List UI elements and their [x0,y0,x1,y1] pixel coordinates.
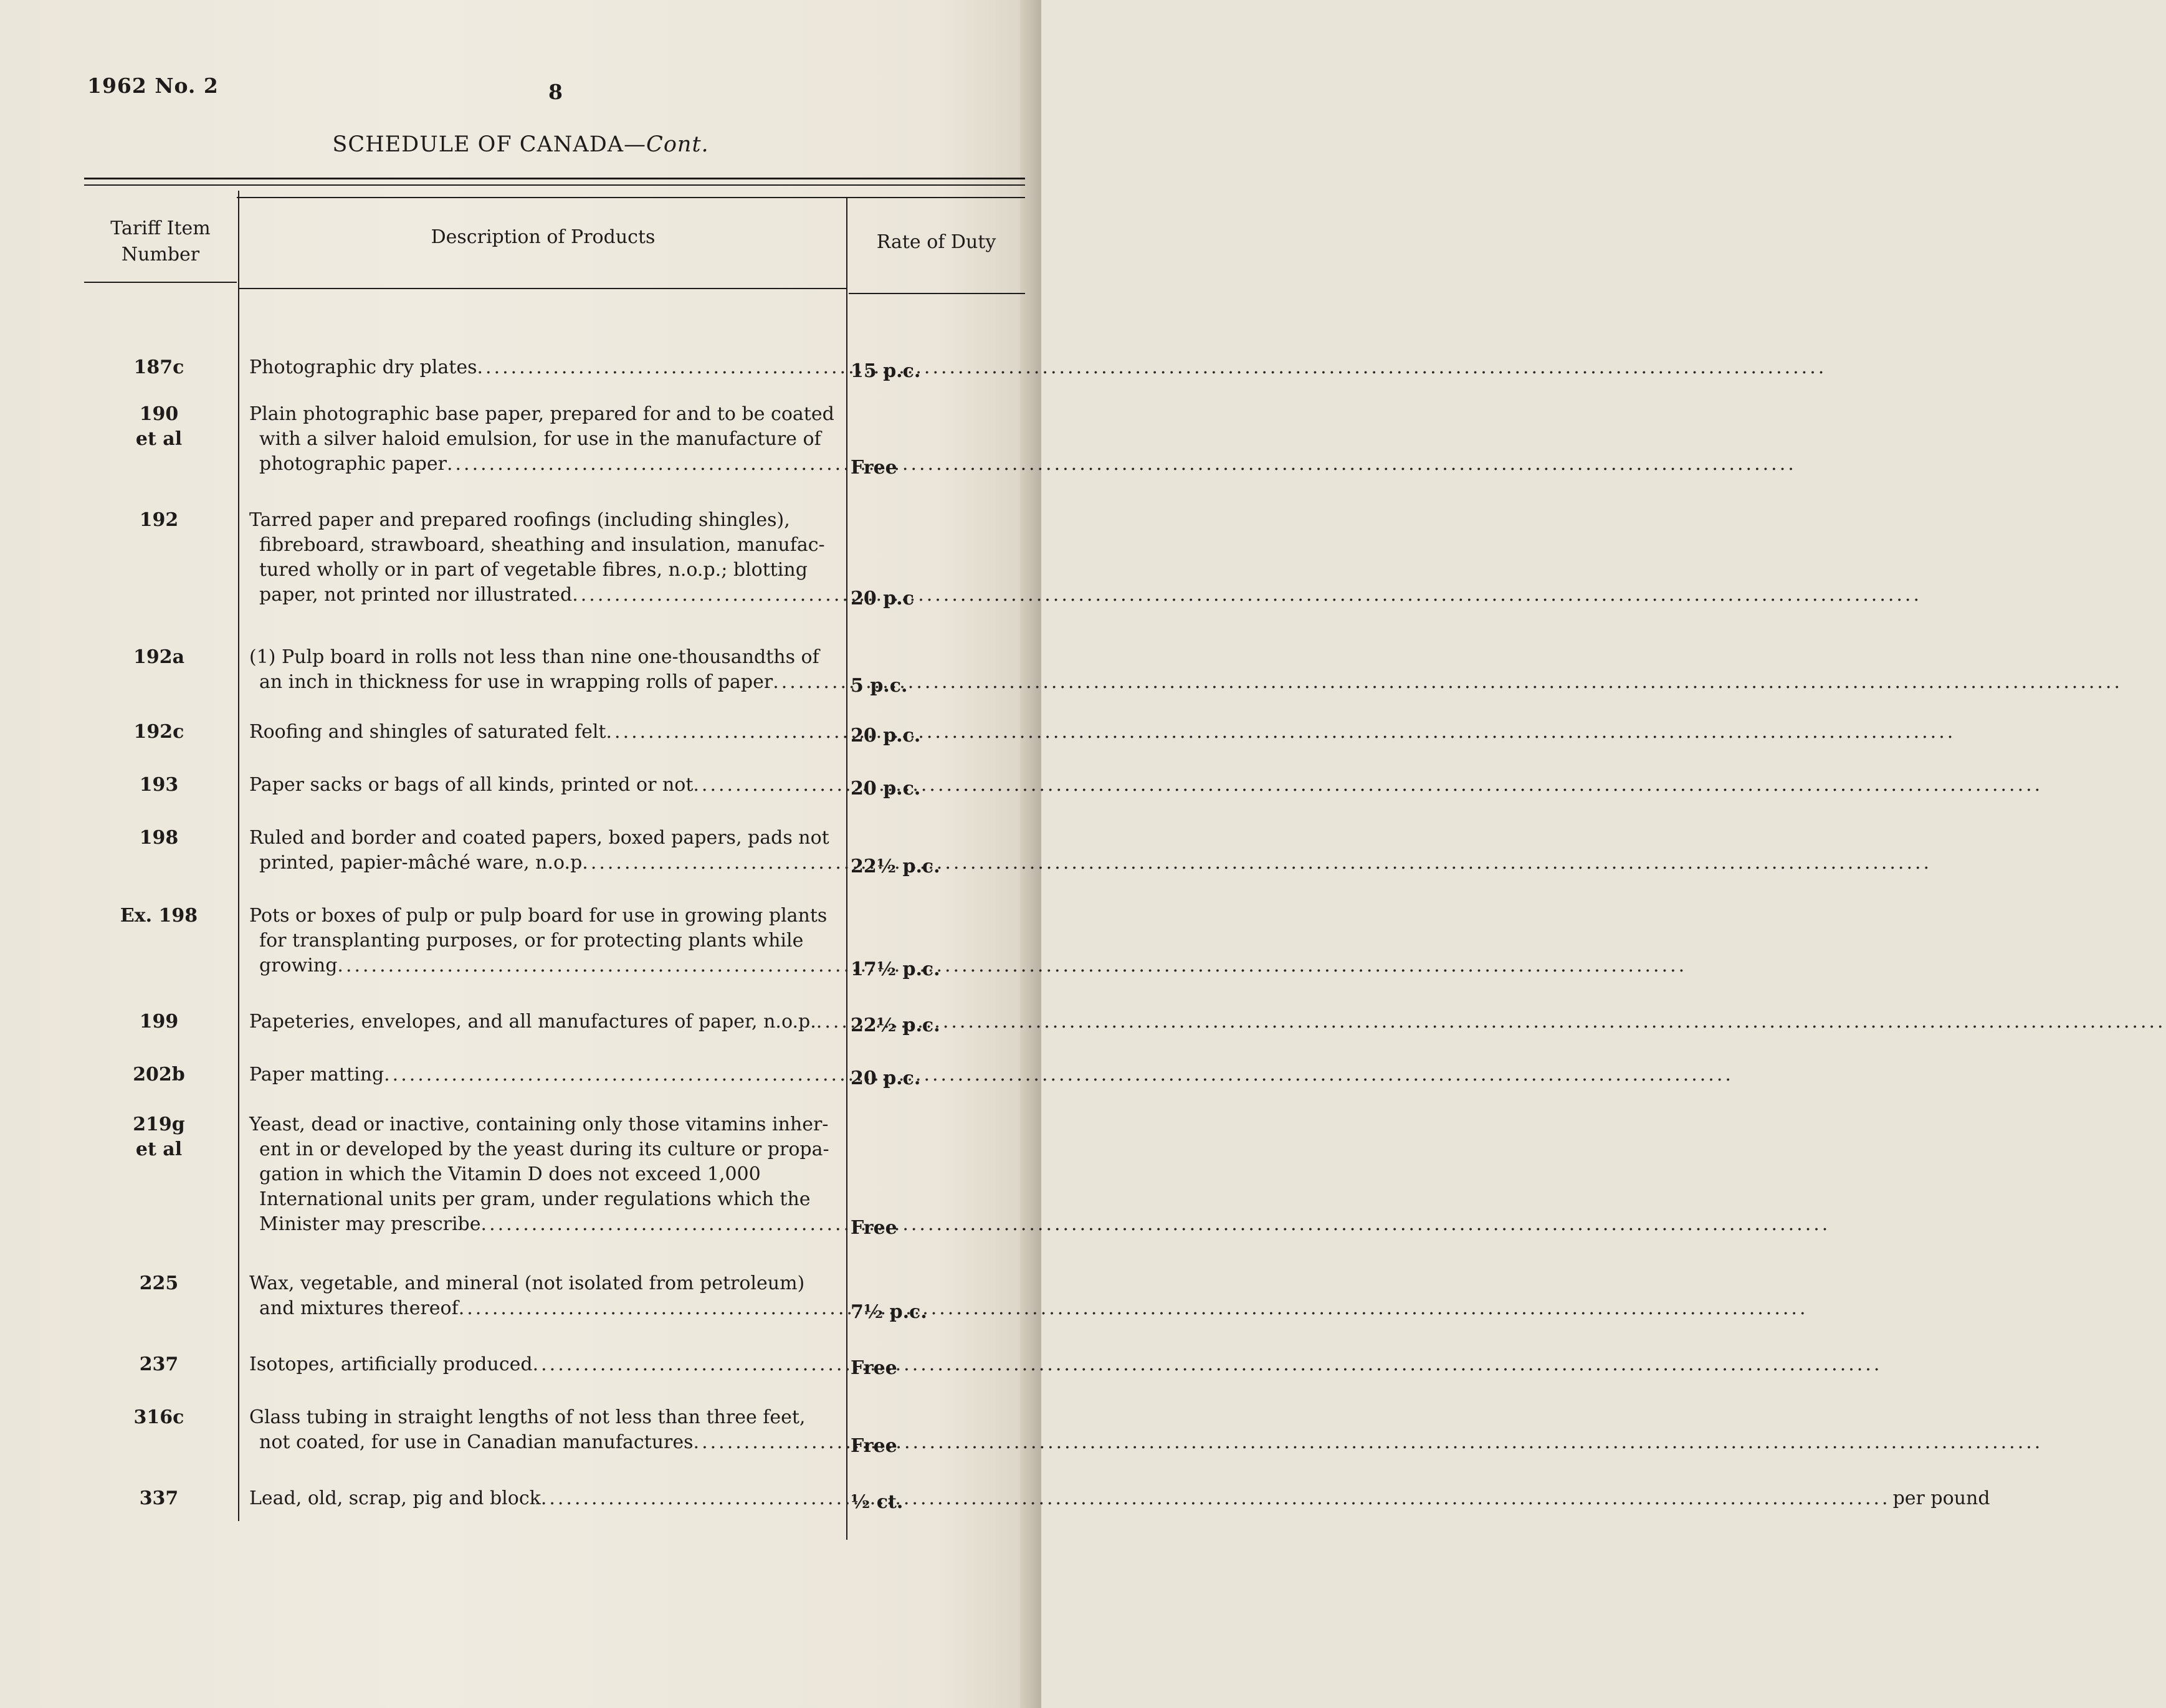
table-top-rule-second [84,184,1025,186]
description-line: Tarred paper and prepared roofings (including shingles), [249,509,790,531]
issue-reference: 1962 No. 2 [87,74,219,98]
description-line [249,1352,835,1377]
product-description [249,508,835,608]
duty-rate: 5 p.c. [851,675,908,697]
duty-rate: Free [851,1217,897,1239]
table-top-rule-third [237,197,1025,198]
column-header-description: Description of Products [431,226,656,248]
product-description [249,1112,835,1237]
tariff-item-line: 192a [133,646,185,668]
tariff-item-number [87,1271,231,1296]
duty-rate: 20 p.c [851,588,914,609]
duty-rate: 22½ p.c. [851,1014,940,1036]
description-line [249,452,835,477]
tariff-item-line: 337 [139,1487,179,1509]
duty-rate: 17½ p.c. [851,958,940,980]
description-text: not coated, for use in Canadian manufactures [259,1431,694,1453]
tariff-item-number [87,773,231,798]
product-description [249,720,835,745]
schedule-title [0,132,1041,157]
description-line: Yeast, dead or inactive, containing only those vitamins inher- [249,1114,829,1135]
tariff-item-line: 190 [139,403,179,425]
description-text: paper, not printed nor illustrated [259,584,573,606]
page-number: 8 [548,80,563,104]
tariff-item-number [87,508,231,533]
schedule-title-cont: Cont. [646,132,709,157]
description-line [249,583,835,608]
description-line: Glass tubing in straight lengths of not less than three feet, [249,1406,806,1428]
tariff-item-number [87,1112,231,1162]
product-description [249,1352,835,1377]
tariff-item-number [87,355,231,380]
tariff-item-line: 316c [133,1406,184,1428]
description-line [249,1212,835,1237]
dot-leader [337,955,1687,976]
tariff-item-number [87,1009,231,1034]
duty-rate: 22½ p.c. [851,856,940,877]
column-header-item [84,216,237,268]
tariff-item-line: 192c [133,721,184,743]
tariff-item-number [87,402,231,452]
duty-rate: Free [851,457,897,479]
duty-rate: Free [851,1435,897,1457]
description-line: Pots or boxes of pulp or pulp board for use in growing plants [249,905,828,927]
tariff-item-line: 225 [139,1272,179,1294]
dot-leader [459,1297,1808,1319]
tariff-item-number [87,1405,231,1430]
column-header-item-line1: Tariff Item [110,217,211,239]
description-line [249,720,835,745]
tariff-item-line: 198 [139,827,179,849]
table-top-rule [84,178,1025,179]
description-line [249,1296,835,1321]
product-description [249,826,835,875]
description-text: Paper matting [249,1064,384,1085]
dot-leader [582,852,1932,874]
dot-leader [606,721,1956,743]
description-line [249,851,835,875]
tariff-item-line: 199 [139,1011,179,1033]
description-text: Paper sacks or bags of all kinds, printed or not [249,774,694,796]
product-description [249,1062,835,1087]
description-line: for transplanting purposes, or for protecting plants while [259,930,804,952]
description-line: ent in or developed by the yeast during its culture or propa- [259,1138,829,1160]
tariff-item-line: 219g [133,1114,185,1135]
description-line: with a silver haloid emulsion, for use in the manufacture of [259,428,821,450]
description-line: Wax, vegetable, and mineral (not isolated from petroleum) [249,1272,805,1294]
tariff-item-line: et al [135,1138,183,1160]
column-header-item-line2: Number [121,244,200,265]
tariff-item-number [87,720,231,745]
description-text: an inch in thickness for use in wrapping rolls of paper [259,671,773,693]
description-line: (1) Pulp board in rolls not less than nine one-thousandths of [249,646,819,668]
duty-rate: 15 p.c. [851,360,921,382]
description-text: and mixtures thereof [259,1297,459,1319]
dot-leader [533,1353,1882,1375]
description-line: gation in which the Vitamin D does not exceed 1,000 [259,1163,761,1185]
dot-leader [816,1011,2166,1033]
tariff-item-number [87,1062,231,1087]
description-line: Plain photographic base paper, prepared for and to be coated [249,403,834,425]
tariff-item-number [87,904,231,928]
tariff-item-line: 187c [133,356,184,378]
column-divider-left [238,191,239,1521]
dot-leader [447,453,1796,475]
duty-rate: 20 p.c. [851,1067,921,1089]
schedule-title-main: SCHEDULE OF CANADA— [332,132,647,157]
description-text: Minister may prescribe [259,1213,481,1235]
description-line [249,355,835,380]
description-line [249,670,835,695]
column-header-rate: Rate of Duty [876,231,996,253]
description-text: Isotopes, artificially produced [249,1353,533,1375]
duty-unit: per pound [1892,1487,1990,1509]
description-line [249,1062,835,1087]
product-description [249,402,835,477]
description-line: Ruled and border and coated papers, boxed papers, pads not [249,827,829,849]
description-text: photographic paper [259,453,447,475]
tariff-item-line: 202b [133,1064,185,1085]
tariff-item-line: 193 [139,774,179,796]
description-text: Roofing and shingles of saturated felt [249,721,606,743]
description-line: International units per gram, under regulations which the [259,1188,811,1210]
product-description [249,355,835,380]
dot-leader [384,1064,1734,1085]
product-description [249,1009,835,1034]
description-text: printed, papier-mâché ware, n.o.p [259,852,583,874]
product-description [249,1405,835,1455]
duty-rate: ½ ct. [851,1491,904,1513]
dot-leader [477,356,1827,378]
dot-leader [773,671,2122,693]
description-line [249,773,835,798]
description-line: fibreboard, strawboard, sheathing and insulation, manufac- [259,534,825,556]
tariff-item-number [87,1352,231,1377]
duty-rate: Free [851,1357,897,1379]
description-line: tured wholly or in part of vegetable fibres, n.o.p.; blotting [259,559,808,581]
tariff-item-line: 237 [139,1353,179,1375]
description-text: growing [259,955,338,976]
header-underline-item [84,282,237,283]
dot-leader [481,1213,1831,1235]
product-description [249,1271,835,1321]
duty-rate: 20 p.c. [851,725,921,747]
description-line [249,1009,835,1034]
tariff-item-line: Ex. 198 [120,905,198,927]
tariff-item-number [87,826,231,851]
header-underline-description [239,288,847,289]
description-text: Photographic dry plates [249,356,477,378]
dot-leader [572,584,1922,606]
description-text: Papeteries, envelopes, and all manufactures of paper, n.o.p. [249,1011,816,1033]
description-text: Lead, old, scrap, pig and block [249,1487,541,1509]
description-line [249,953,835,978]
description-line [249,1430,835,1455]
product-description [249,645,835,695]
header-underline-rate [849,293,1025,294]
product-description [249,904,835,978]
tariff-item-number [87,645,231,670]
tariff-item-number [87,1486,231,1511]
duty-rate: 20 p.c. [851,778,921,799]
tariff-item-line: et al [135,428,183,450]
tariff-item-line: 192 [139,509,179,531]
dot-leader [541,1487,1891,1509]
product-description [249,773,835,798]
duty-rate: 7½ p.c. [851,1301,927,1323]
